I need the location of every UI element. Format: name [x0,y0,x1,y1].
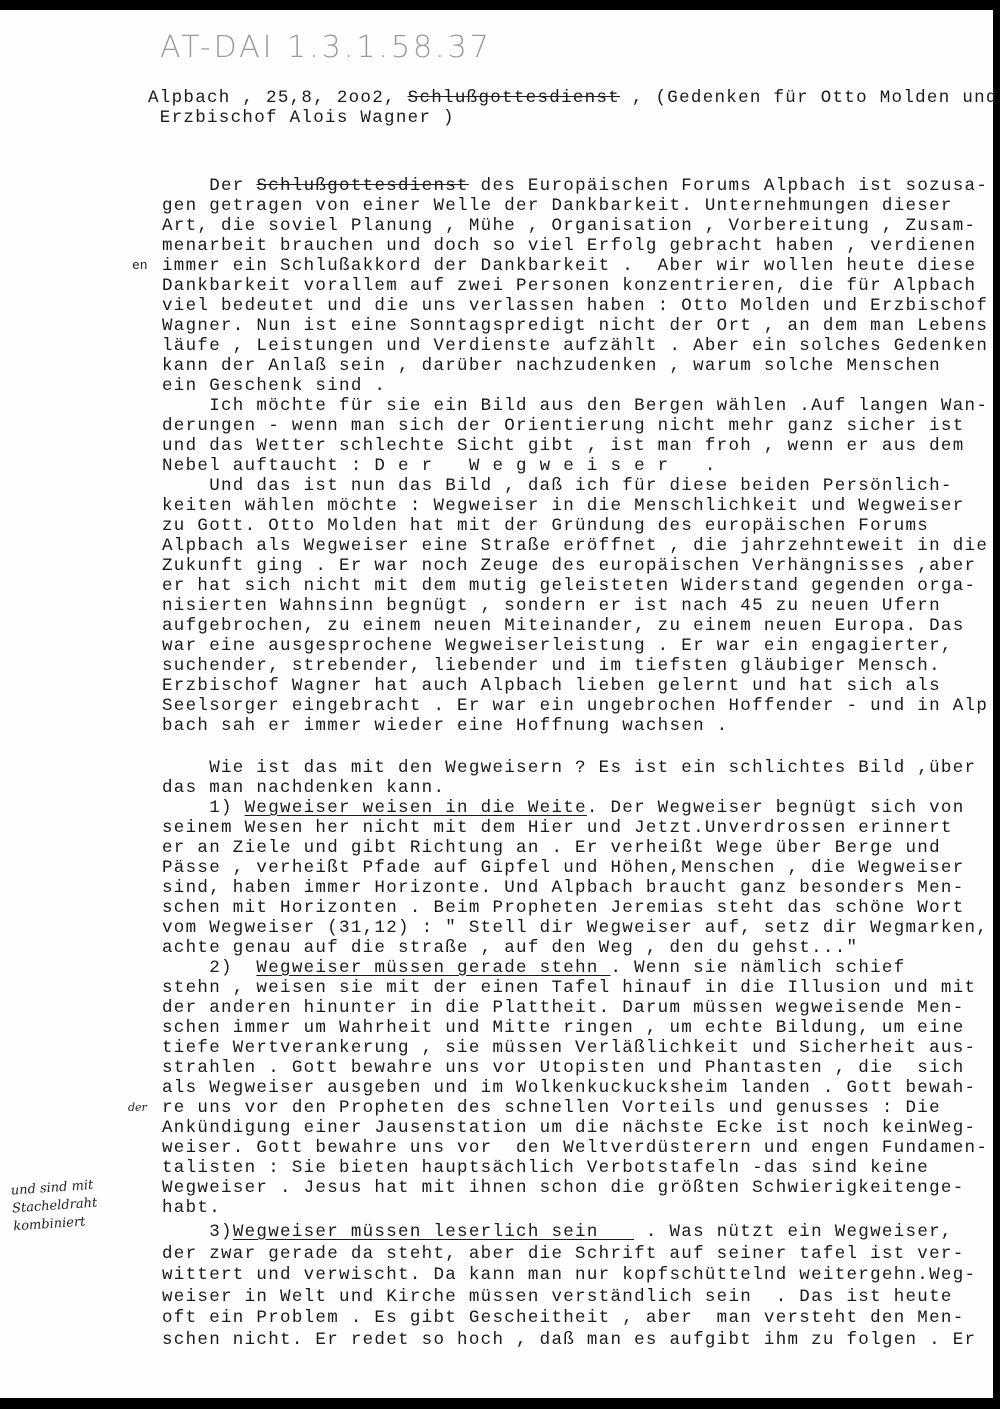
text-line [162,336,988,356]
text-line [162,496,988,516]
text-segment: Der [162,176,257,196]
text-segment: bach sah er immer wieder eine Hoffnung wachsen . [162,716,729,736]
body-section-intro [162,176,988,736]
text-line [162,758,988,778]
text-segment: der anderen hinunter in die Plattheit. Darum müssen wegweisende Men- [162,998,965,1018]
text-line [162,676,988,696]
text-segment: der zwar gerade da steht, aber die Schrift auf seiner tafel ist ver- [162,1243,965,1264]
text-line [162,436,988,456]
text-segment: , (Gedenken für Otto Molden und [620,88,998,108]
struck-text: Schlußgottesdienst [256,176,469,196]
text-line [162,696,988,716]
document-page [0,10,998,1398]
text-line [162,236,988,256]
text-segment: ein Geschenk sind . [162,376,387,396]
text-segment: menarbeit brauchen und doch so viel Erfolg gebracht haben , verdienen [162,236,977,256]
text-line [162,596,988,616]
text-segment: Wie ist das mit den Wegweisern ? Es ist ein schlichtes Bild ,über [162,758,977,778]
text-line [148,108,998,128]
text-segment: immer ein Schlußakkord der Dankbarkeit . Aber wir wollen heute diese [162,256,977,276]
text-segment: habt. [162,1198,222,1218]
text-segment: Ich möchte für sie ein Bild aus den Bergen wählen .Auf langen Wan- [162,396,989,416]
text-segment: Pässe , verheißt Pfade auf Gipfel und Höhen,Menschen , die Wegweiser [162,858,965,878]
text-segment: läufe , Leistungen und Verdienste aufzählt . Aber ein solches Gedenken [162,336,989,356]
text-segment: tiefe Wertverankerung , sie müssen Verläßlichkeit und Sicherheit aus- [162,1038,977,1058]
text-line [162,576,988,596]
text-segment: Erzbischof Alois Wagner ) [148,108,455,128]
text-line [162,416,988,436]
text-segment: . Was nützt ein Wegweiser, [634,1222,953,1242]
text-segment: suchender, strebender, liebender und im tiefsten gläubiger Mensch. [162,656,941,676]
text-segment: Wagner. Nun ist eine Sonntagspredigt nicht der Ort , an dem man Lebens [162,316,989,336]
text-line [162,1330,976,1352]
text-segment: keiten wählen möchte : Wegweiser in die Menschlichkeit und Wegweiser [162,496,965,516]
text-segment: Und das ist nun das Bild , daß ich für diese beiden Persönlich- [162,476,953,496]
text-line [162,516,988,536]
text-line [162,1038,988,1058]
text-line [162,1308,976,1330]
text-line [162,276,988,296]
text-line [162,396,988,416]
handwritten-margin-note: und sind mit Stacheldraht kombiniert [10,1177,98,1235]
text-line [162,898,988,918]
text-segment: Seelsorger eingebracht . Er war ein ungebrochen Hoffender - und in Alp [162,696,989,716]
text-line [162,716,988,736]
text-segment: das man nachdenken kann. [162,778,446,798]
text-line [162,216,988,236]
text-segment: zu Gott. Otto Molden hat mit der Gründung des europäischen Forums [162,516,930,536]
text-line [162,356,988,376]
text-segment: Alpbach als Wegweiser eine Straße eröffnet , die jahrzehnteweit in die [162,536,989,556]
text-line [162,1078,988,1098]
text-segment: schen immer um Wahrheit und Mitte ringen , um echte Bildung, um eine [162,1018,965,1038]
text-line [162,858,988,878]
text-line [162,656,988,676]
text-segment: viel bedeutet und die uns verlassen haben : Otto Molden und Erzbischof [162,296,989,316]
underlined-heading: Wegweiser müssen gerade stehn [256,958,611,978]
text-segment: des Europäischen Forums Alpbach ist sozusa- [468,176,989,196]
text-segment: war eine ausgesprochene Wegweiserleistung . Er war ein engagierter, [162,636,953,656]
text-segment: er an Ziele und gibt Richtung an . Er verheißt Wege über Berge und [162,838,941,858]
body-section-point-3 [162,1222,976,1351]
text-line [162,296,988,316]
document-header [148,88,998,128]
text-line [162,798,988,818]
underlined-heading: Wegweiser weisen in die Weite [244,798,587,818]
text-segment: Zukunft ging . Er war noch Zeuge des europäischen Verhängnisses ,aber [162,556,977,576]
text-line [162,616,988,636]
text-line [162,1198,988,1218]
text-line [162,196,988,216]
handwritten-insert-en: en [132,258,148,273]
text-segment: schen mit Horizonten . Beim Propheten Jeremias steht das schöne Wort [162,898,965,918]
text-segment: . Wenn sie nämlich schief [610,958,906,978]
text-segment: 2) [162,958,257,978]
text-segment: kann der Anlaß sein , darüber nachzudenken , warum solche Menschen [162,356,941,376]
text-segment: und das Wetter schlechte Sicht gibt , ist man froh , wenn er aus dem [162,436,965,456]
text-line [162,176,988,196]
handwritten-insert-der: der [128,1101,147,1114]
text-segment: achte genau auf die straße , auf den Weg , den du gehst..." [162,938,859,958]
body-section-wegweiser [162,758,988,1218]
text-line [162,536,988,556]
text-line [162,1265,976,1287]
text-line [162,1178,988,1198]
text-line [162,938,988,958]
text-segment: weiser. Gott bewahre uns vor den Weltverdüsterern und engen Fundamen- [162,1138,989,1158]
text-line [162,476,988,496]
text-segment: Nebel auftaucht : D e r W e g w e i s e r . [162,456,717,476]
text-segment: nisierten Wahnsinn begnügt , sondern er ist nach 45 zu neuen Ufern [162,596,941,616]
text-line [162,256,988,276]
text-segment: sind, haben immer Horizonte. Und Alpbach braucht ganz besonders Men- [162,878,965,898]
text-line [162,978,988,998]
text-line [162,636,988,656]
text-segment: 1) [162,798,245,818]
text-line [162,1098,988,1118]
text-segment: re uns vor den Propheten des schnellen Vorteils und genusses : Die [162,1098,941,1118]
text-segment: er hat sich nicht mit dem mutig geleisteten Widerstand gegenden orga- [162,576,977,596]
text-line [162,818,988,838]
text-segment: Wegweiser . Jesus hat mit ihnen schon die größten Schwierigkeitenge- [162,1178,965,1198]
text-segment: Erzbischof Wagner hat auch Alpbach lieben gelernt und hat sich als [162,676,941,696]
text-segment: Dankbarkeit vorallem auf zwei Personen konzentrieren, die für Alpbach [162,276,977,296]
text-line [162,778,988,798]
text-segment: 3) [162,1222,233,1242]
text-line [162,998,988,1018]
text-line [162,456,988,476]
text-line [162,316,988,336]
text-line [162,1287,976,1309]
text-line [148,88,998,108]
text-segment: strahlen . Gott bewahre uns vor Utopisten und Phantasten , die sich [162,1058,965,1078]
text-segment: seinem Wesen her nicht mit dem Hier und Jetzt.Unverdrossen erinnert [162,818,953,838]
text-line [162,1058,988,1078]
text-segment: schen nicht. Er redet so hoch , daß man es aufgibt ihm zu folgen . Er [162,1329,977,1350]
archive-signature: AT-DAI 1.3.1.58.37 [160,30,492,65]
text-line [162,1222,976,1244]
text-segment: aufgebrochen, zu einem neuen Miteinander, zu einem neuen Europa. Das [162,616,965,636]
text-segment: derungen - wenn man sich der Orientierung nicht mehr ganz sicher ist [162,416,965,436]
text-line [162,918,988,938]
text-segment: Ankündigung einer Jausenstation um die nächste Ecke ist noch keinWeg- [162,1118,977,1138]
text-segment: als Wegweiser ausgeben und im Wolkenkuckucksheim landen . Gott bewah- [162,1078,977,1098]
text-segment: Alpbach , 25,8, 2oo2, [148,88,408,108]
text-segment: weiser in Welt und Kirche müssen verständlich sein . Das ist heute [162,1286,953,1307]
text-line [162,878,988,898]
text-segment: talisten : Sie bieten hauptsächlich Verbotstafeln -das sind keine [162,1158,930,1178]
text-line [162,1018,988,1038]
text-line [162,838,988,858]
text-segment: . Der Wegweiser begnügt sich von [586,798,965,818]
text-line [162,958,988,978]
underlined-heading: Wegweiser müssen leserlich sein [232,1222,635,1242]
text-line [162,1244,976,1266]
text-line [162,1158,988,1178]
text-segment: wittert und verwischt. Da kann man nur kopfschüttelnd weitergehn.Weg- [162,1265,977,1285]
text-line [162,376,988,396]
text-line [162,1138,988,1158]
text-segment: vom Wegweiser (31,12) : " Stell dir Wegweiser auf, setz dir Wegmarken, [162,918,989,938]
struck-text: Schlußgottesdienst [407,88,621,108]
text-segment: stehn , weisen sie mit der einen Tafel hinauf in die Illusion und mit [162,978,977,998]
text-segment: gen getragen von einer Welle der Dankbarkeit. Unternehmungen dieser [162,196,953,216]
text-segment: Art, die soviel Planung , Mühe , Organisation , Vorbereitung , Zusam- [162,216,977,236]
text-line [162,1118,988,1138]
text-segment: oft ein Problem . Es gibt Gescheitheit , aber man versteht den Men- [162,1308,965,1328]
text-line [162,556,988,576]
